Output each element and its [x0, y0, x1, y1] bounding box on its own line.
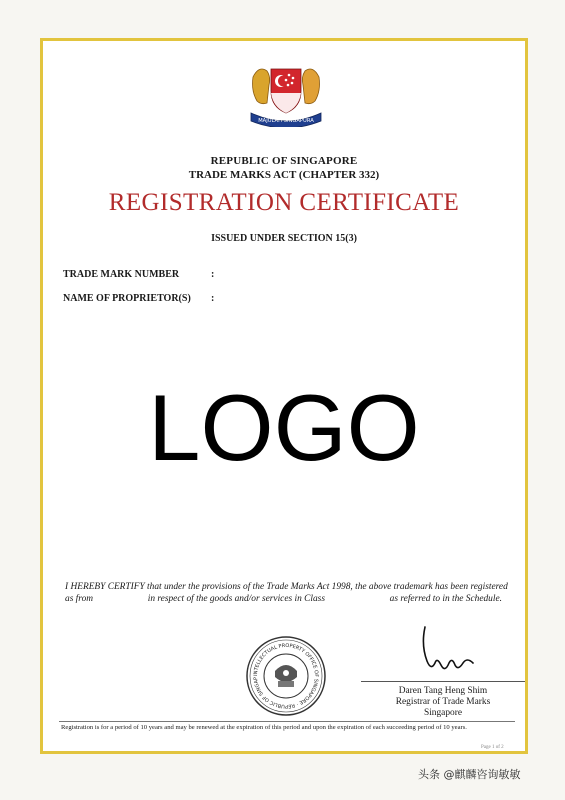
ipos-seal-icon [245, 635, 327, 717]
issued-under-line: ISSUED UNDER SECTION 15(3) [211, 233, 357, 244]
certify-part-4: as referred to in the Schedule. [387, 594, 502, 604]
registrar-signature-icon [411, 623, 491, 683]
certificate-title: REGISTRATION CERTIFICATE [108, 189, 460, 216]
singapore-coat-of-arms-icon [245, 57, 327, 127]
emblem-motto: MAJULAH SINGAPURA [258, 118, 314, 124]
certificate-page [40, 38, 528, 754]
seal-text: INTELLECTUAL PROPERTY OFFICE OF SINGAPORE · REPUBLIC OF SINGAP [252, 642, 320, 710]
republic-heading: REPUBLIC OF SINGAPORE [210, 155, 358, 167]
proprietor-label: NAME OF PROPRIETOR(S) [63, 293, 191, 304]
field-separator: : [211, 293, 215, 304]
page-number: Page 1 of 2 [481, 745, 504, 750]
certify-part-2: , the above trademark has been registered as from [65, 582, 508, 604]
certification-statement [65, 581, 513, 605]
proprietor-row [63, 293, 214, 304]
logo-placeholder: LOGO [148, 375, 420, 480]
act-name: Trade Marks Act 1998 [266, 582, 351, 592]
trade-mark-number-row [63, 269, 214, 280]
registrar-title: Registrar of Trade Marks [395, 697, 491, 707]
footer-note: Registration is for a period of 10 years and may be renewed at the expiration of this period and upon the expiration of each succeeding period of 10 years. [61, 724, 467, 731]
footer-divider [59, 721, 515, 722]
act-heading: TRADE MARKS ACT (CHAPTER 332) [188, 169, 380, 181]
watermark-text: 头条 @麒麟咨询敏敏 [418, 768, 521, 781]
certify-part-3: in respect of the goods and/or services in Class [145, 594, 328, 604]
registrar-country: Singapore [423, 708, 462, 718]
certify-part-1: I HEREBY CERTIFY that under the provisions of the [65, 582, 267, 592]
registrar-block [361, 681, 525, 719]
trade-mark-number-label: TRADE MARK NUMBER [63, 269, 180, 280]
registrar-name: Daren Tang Heng Shim [398, 686, 488, 696]
field-separator: : [211, 269, 215, 280]
